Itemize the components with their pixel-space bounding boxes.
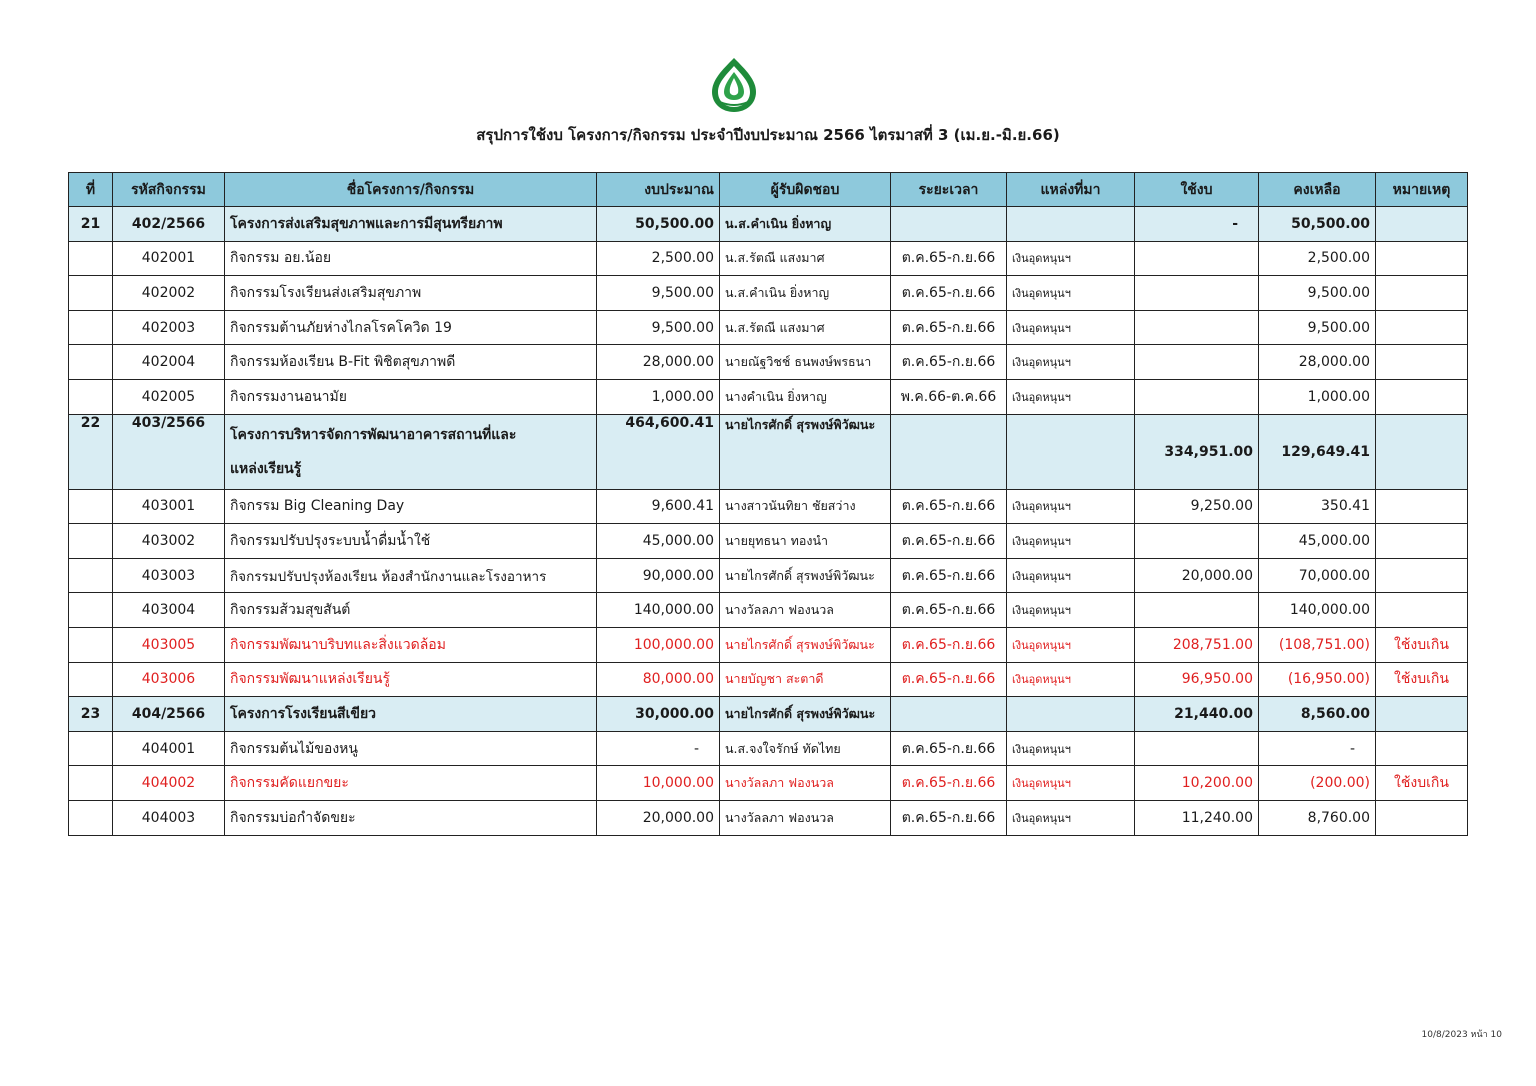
cell-used: 10,200.00	[1135, 766, 1259, 801]
cell-source: เงินอุดหนุนฯ	[1007, 241, 1135, 276]
activity-row	[69, 310, 1468, 345]
cell-period: ต.ค.65-ก.ย.66	[891, 524, 1007, 559]
col-header-code: รหัสกิจกรรม	[113, 173, 225, 207]
cell-no	[69, 593, 113, 628]
cell-name	[225, 414, 597, 489]
cell-period: ต.ค.65-ก.ย.66	[891, 241, 1007, 276]
cell-code: 403004	[113, 593, 225, 628]
cell-code: 402001	[113, 241, 225, 276]
project-row	[69, 697, 1468, 732]
cell-name: กิจกรรมคัดแยกขยะ	[225, 766, 597, 801]
cell-budget: 50,500.00	[597, 207, 720, 242]
cell-note: ใช้งบเกิน	[1376, 627, 1468, 662]
cell-responsible: นางคำเนิน ยิ่งหาญ	[720, 379, 891, 414]
cell-code: 403003	[113, 558, 225, 593]
cell-remain: 50,500.00	[1259, 207, 1376, 242]
cell-used: 334,951.00	[1135, 414, 1259, 489]
project-row	[69, 207, 1468, 242]
cell-budget: 10,000.00	[597, 766, 720, 801]
cell-no	[69, 627, 113, 662]
cell-no	[69, 558, 113, 593]
cell-source: เงินอุดหนุนฯ	[1007, 276, 1135, 311]
col-header-source: แหล่งที่มา	[1007, 173, 1135, 207]
cell-no	[69, 241, 113, 276]
cell-note	[1376, 697, 1468, 732]
cell-remain: 350.41	[1259, 489, 1376, 524]
cell-budget: 9,600.41	[597, 489, 720, 524]
cell-budget: 90,000.00	[597, 558, 720, 593]
cell-no	[69, 766, 113, 801]
col-header-budget: งบประมาณ	[597, 173, 720, 207]
cell-responsible: น.ส.จงใจรักษ์ ทัดไทย	[720, 731, 891, 766]
cell-used: 20,000.00	[1135, 558, 1259, 593]
activity-row	[69, 558, 1468, 593]
cell-used	[1135, 345, 1259, 380]
activity-row-over-budget	[69, 766, 1468, 801]
cell-name: กิจกรรมงานอนามัย	[225, 379, 597, 414]
project-row	[69, 414, 1468, 489]
cell-note	[1376, 489, 1468, 524]
cell-source	[1007, 697, 1135, 732]
school-emblem-icon	[708, 56, 760, 114]
cell-code: 403002	[113, 524, 225, 559]
cell-note	[1376, 731, 1468, 766]
col-header-no: ที่	[69, 173, 113, 207]
cell-remain: 9,500.00	[1259, 310, 1376, 345]
activity-row	[69, 593, 1468, 628]
cell-used: -	[1135, 207, 1259, 242]
cell-note	[1376, 207, 1468, 242]
cell-source	[1007, 414, 1135, 489]
cell-no: 21	[69, 207, 113, 242]
cell-responsible: นางวัลลภา ฟองนวล	[720, 800, 891, 835]
cell-budget: 30,000.00	[597, 697, 720, 732]
cell-name: กิจกรรมพัฒนาบริบทและสิ่งแวดล้อม	[225, 627, 597, 662]
cell-responsible: นางวัลลภา ฟองนวล	[720, 766, 891, 801]
cell-budget: 2,500.00	[597, 241, 720, 276]
cell-source: เงินอุดหนุนฯ	[1007, 310, 1135, 345]
activity-row	[69, 379, 1468, 414]
activity-row-over-budget	[69, 662, 1468, 697]
cell-remain: 2,500.00	[1259, 241, 1376, 276]
cell-used	[1135, 241, 1259, 276]
cell-budget: 1,000.00	[597, 379, 720, 414]
col-header-remain: คงเหลือ	[1259, 173, 1376, 207]
cell-budget: 45,000.00	[597, 524, 720, 559]
cell-used	[1135, 310, 1259, 345]
cell-used: 21,440.00	[1135, 697, 1259, 732]
cell-name: โครงการส่งเสริมสุขภาพและการมีสุนทรียภาพ	[225, 207, 597, 242]
cell-note	[1376, 558, 1468, 593]
cell-period: ต.ค.65-ก.ย.66	[891, 731, 1007, 766]
cell-source: เงินอุดหนุนฯ	[1007, 345, 1135, 380]
cell-no	[69, 489, 113, 524]
cell-remain: 140,000.00	[1259, 593, 1376, 628]
cell-note	[1376, 524, 1468, 559]
cell-name: กิจกรรมปรับปรุงระบบน้ำดื่มน้ำใช้	[225, 524, 597, 559]
cell-note	[1376, 345, 1468, 380]
cell-note	[1376, 593, 1468, 628]
cell-code: 402/2566	[113, 207, 225, 242]
cell-code: 404/2566	[113, 697, 225, 732]
cell-source: เงินอุดหนุนฯ	[1007, 524, 1135, 559]
cell-no	[69, 524, 113, 559]
cell-no	[69, 276, 113, 311]
cell-period: ต.ค.65-ก.ย.66	[891, 276, 1007, 311]
cell-remain: (16,950.00)	[1259, 662, 1376, 697]
activity-row	[69, 345, 1468, 380]
cell-used	[1135, 276, 1259, 311]
page-footer: 10/8/2023 หน้า 10	[1421, 1030, 1502, 1040]
cell-source: เงินอุดหนุนฯ	[1007, 593, 1135, 628]
cell-note	[1376, 414, 1468, 489]
cell-no	[69, 345, 113, 380]
col-header-responsible: ผู้รับผิดชอบ	[720, 173, 891, 207]
cell-responsible: นายบัญชา สะตาดี	[720, 662, 891, 697]
cell-note: ใช้งบเกิน	[1376, 662, 1468, 697]
cell-used	[1135, 593, 1259, 628]
table-header-row	[69, 173, 1468, 207]
cell-used	[1135, 731, 1259, 766]
cell-name: กิจกรรม Big Cleaning Day	[225, 489, 597, 524]
cell-responsible: นางสาวนันทิยา ชัยสว่าง	[720, 489, 891, 524]
cell-code: 402005	[113, 379, 225, 414]
cell-code: 403001	[113, 489, 225, 524]
cell-remain: 70,000.00	[1259, 558, 1376, 593]
cell-name: กิจกรรมต้นไม้ของหนู	[225, 731, 597, 766]
cell-remain: 129,649.41	[1259, 414, 1376, 489]
cell-remain: 45,000.00	[1259, 524, 1376, 559]
cell-budget: 28,000.00	[597, 345, 720, 380]
budget-table	[68, 172, 1468, 836]
cell-responsible: น.ส.รัตณี แสงมาศ	[720, 310, 891, 345]
col-header-name: ชื่อโครงการ/กิจกรรม	[225, 173, 597, 207]
cell-period	[891, 207, 1007, 242]
activity-row	[69, 276, 1468, 311]
cell-remain: -	[1259, 731, 1376, 766]
cell-no: 23	[69, 697, 113, 732]
cell-period: ต.ค.65-ก.ย.66	[891, 558, 1007, 593]
cell-responsible: นายณัฐวิชช์ ธนพงษ์พรธนา	[720, 345, 891, 380]
cell-responsible: น.ส.คำเนิน ยิ่งหาญ	[720, 276, 891, 311]
cell-no: 22	[69, 414, 113, 489]
cell-used: 11,240.00	[1135, 800, 1259, 835]
cell-code: 402002	[113, 276, 225, 311]
cell-source: เงินอุดหนุนฯ	[1007, 627, 1135, 662]
cell-note	[1376, 800, 1468, 835]
cell-code: 403006	[113, 662, 225, 697]
cell-note	[1376, 241, 1468, 276]
cell-code: 402003	[113, 310, 225, 345]
cell-source: เงินอุดหนุนฯ	[1007, 489, 1135, 524]
cell-used: 208,751.00	[1135, 627, 1259, 662]
cell-name: กิจกรรมส้วมสุขสันต์	[225, 593, 597, 628]
cell-responsible: น.ส.คำเนิน ยิ่งหาญ	[720, 207, 891, 242]
cell-period: ต.ค.65-ก.ย.66	[891, 310, 1007, 345]
cell-budget: 20,000.00	[597, 800, 720, 835]
cell-name: กิจกรรมต้านภัยห่างไกลโรคโควิด 19	[225, 310, 597, 345]
cell-no	[69, 662, 113, 697]
cell-period: ต.ค.65-ก.ย.66	[891, 627, 1007, 662]
cell-remain: 8,560.00	[1259, 697, 1376, 732]
cell-note	[1376, 310, 1468, 345]
cell-no	[69, 731, 113, 766]
cell-responsible: นายยุทธนา ทองนำ	[720, 524, 891, 559]
cell-remain: 9,500.00	[1259, 276, 1376, 311]
cell-code: 403/2566	[113, 414, 225, 489]
cell-no	[69, 379, 113, 414]
cell-remain: (200.00)	[1259, 766, 1376, 801]
cell-responsible: นายไกรศักดิ์ สุรพงษ์พิวัฒนะ	[720, 627, 891, 662]
cell-name-line2: แหล่งเรียนรู้	[230, 460, 302, 477]
cell-note	[1376, 379, 1468, 414]
cell-note: ใช้งบเกิน	[1376, 766, 1468, 801]
col-header-used: ใช้งบ	[1135, 173, 1259, 207]
cell-name: กิจกรรมปรับปรุงห้องเรียน ห้องสำนักงานและโรงอาหาร	[225, 558, 597, 593]
cell-used	[1135, 379, 1259, 414]
cell-name-line1: โครงการบริหารจัดการพัฒนาอาคารสถานที่และ	[230, 426, 517, 443]
cell-used: 9,250.00	[1135, 489, 1259, 524]
cell-responsible: น.ส.รัตณี แสงมาศ	[720, 241, 891, 276]
cell-code: 402004	[113, 345, 225, 380]
cell-source: เงินอุดหนุนฯ	[1007, 379, 1135, 414]
cell-code: 404002	[113, 766, 225, 801]
cell-budget: 100,000.00	[597, 627, 720, 662]
cell-period	[891, 414, 1007, 489]
cell-budget: -	[597, 731, 720, 766]
cell-source: เงินอุดหนุนฯ	[1007, 800, 1135, 835]
cell-code: 404003	[113, 800, 225, 835]
cell-source: เงินอุดหนุนฯ	[1007, 662, 1135, 697]
cell-no	[69, 800, 113, 835]
cell-no	[69, 310, 113, 345]
col-header-period: ระยะเวลา	[891, 173, 1007, 207]
activity-row-over-budget	[69, 627, 1468, 662]
activity-row	[69, 489, 1468, 524]
cell-name: กิจกรรม อย.น้อย	[225, 241, 597, 276]
cell-budget: 9,500.00	[597, 310, 720, 345]
cell-note	[1376, 276, 1468, 311]
cell-budget: 464,600.41	[597, 414, 720, 489]
cell-responsible: นายไกรศักดิ์ สุรพงษ์พิวัฒนะ	[720, 414, 891, 489]
cell-name: กิจกรรมบ่อกำจัดขยะ	[225, 800, 597, 835]
cell-budget: 9,500.00	[597, 276, 720, 311]
page-title: สรุปการใช้งบ โครงการ/กิจกรรม ประจำปีงบประมาณ 2566 ไตรมาสที่ 3 (เม.ย.-มิ.ย.66)	[476, 126, 1060, 144]
cell-name: กิจกรรมพัฒนาแหล่งเรียนรู้	[225, 662, 597, 697]
cell-period: ต.ค.65-ก.ย.66	[891, 800, 1007, 835]
cell-period	[891, 697, 1007, 732]
activity-row	[69, 524, 1468, 559]
cell-source: เงินอุดหนุนฯ	[1007, 558, 1135, 593]
cell-remain: 28,000.00	[1259, 345, 1376, 380]
cell-source: เงินอุดหนุนฯ	[1007, 731, 1135, 766]
activity-row	[69, 731, 1468, 766]
cell-source: เงินอุดหนุนฯ	[1007, 766, 1135, 801]
cell-name: กิจกรรมห้องเรียน B-Fit พิชิตสุขภาพดี	[225, 345, 597, 380]
cell-code: 404001	[113, 731, 225, 766]
cell-used: 96,950.00	[1135, 662, 1259, 697]
cell-responsible: นายไกรศักดิ์ สุรพงษ์พิวัฒนะ	[720, 697, 891, 732]
cell-period: ต.ค.65-ก.ย.66	[891, 489, 1007, 524]
cell-responsible: นายไกรศักดิ์ สุรพงษ์พิวัฒนะ	[720, 558, 891, 593]
cell-used	[1135, 524, 1259, 559]
activity-row	[69, 800, 1468, 835]
cell-responsible: นางวัลลภา ฟองนวล	[720, 593, 891, 628]
cell-period: ต.ค.65-ก.ย.66	[891, 345, 1007, 380]
cell-budget: 140,000.00	[597, 593, 720, 628]
cell-name: กิจกรรมโรงเรียนส่งเสริมสุขภาพ	[225, 276, 597, 311]
cell-code: 403005	[113, 627, 225, 662]
cell-period: ต.ค.65-ก.ย.66	[891, 766, 1007, 801]
activity-row	[69, 241, 1468, 276]
cell-period: ต.ค.65-ก.ย.66	[891, 593, 1007, 628]
cell-name: โครงการโรงเรียนสีเขียว	[225, 697, 597, 732]
col-header-note: หมายเหตุ	[1376, 173, 1468, 207]
cell-period: ต.ค.65-ก.ย.66	[891, 662, 1007, 697]
cell-budget: 80,000.00	[597, 662, 720, 697]
cell-period: พ.ค.66-ต.ค.66	[891, 379, 1007, 414]
cell-remain: (108,751.00)	[1259, 627, 1376, 662]
cell-remain: 8,760.00	[1259, 800, 1376, 835]
cell-remain: 1,000.00	[1259, 379, 1376, 414]
cell-source	[1007, 207, 1135, 242]
